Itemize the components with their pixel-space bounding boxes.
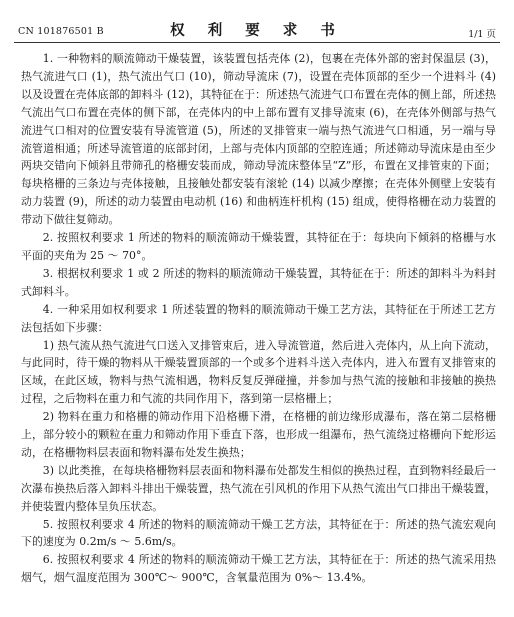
claim-4-step-1: 1) 热气流从热气流进气口送入叉排管束后，进入导流管道，然后进入壳体内，从上向下流动，与此同时，待干燥的物料从干燥装置顶部的一个或多个进料斗送入壳体内，进入布置有叉排管束的区域，在此区域，物料与热气流相遇，物料反复反弹碰撞，并参加与热气流的接触和非接触的换热过程，之后物料在重力和气流的共同作用下，落到第一层格栅上； xyxy=(21,338,496,406)
section-title: 权 利 要 求 书 xyxy=(170,22,344,39)
patent-number: CN 101876501 B xyxy=(18,26,104,37)
claim-3: 3. 根据权利要求 1 或 2 所述的物料的顺流筛动干燥装置，其特征在于：所述的卸料斗为料封式卸料斗。 xyxy=(21,266,496,298)
claim-4-step-3: 3) 以此类推，在每块格栅物料层表面和物料瀑布处都发生相似的换热过程，直到物料经最后一次瀑布换热后落入卸料斗排出干燥装置，热气流在引风机的作用下从热气流出气口排出干燥装置，并使装置内整体呈负压状态。 xyxy=(21,463,496,513)
claims-body xyxy=(21,50,496,587)
claim-4-step-2: 2) 物料在重力和格栅的筛动作用下沿格栅下滑，在格栅的前边缘形成瀑布，落在第二层格栅上，部分较小的颗粒在重力和筛动作用下垂直下落，也形成一组瀑布，热气流绕过格栅向下蛇形运动，在格栅物料层表面和物料瀑布处发生换热； xyxy=(21,410,496,459)
header-divider xyxy=(14,42,500,43)
claim-4: 4. 一种采用如权利要求 1 所述装置的物料的顺流筛动干燥工艺方法，其特征在于所述工艺方法包括如下步骤： xyxy=(21,302,496,334)
claim-2: 2. 按照权利要求 1 所述的物料的顺流筛动干燥装置，其特征在于：每块向下倾斜的格栅与水平面的夹角为 25 ～ 70°。 xyxy=(21,231,496,262)
claim-1: 1. 一种物料的顺流筛动干燥装置，该装置包括壳体 (2)，包裹在壳体外部的密封保温层 (3)，热气流进气口 (1)，热气流出气口 (10)，筛动导流床 (7)，设置在壳体顶部的至少一个进料斗 (4) 以及设置在壳体底部的卸料斗 (12)，其特征在于：所述热气流进气口布置在壳体的侧上部，所述热气流出气口布置在壳体的侧下部，在壳体内的中上部布置有叉排导流束 (6)，在壳体外侧部与热气流进气口相对的位置安装有导流管道 (5)，所述的叉排管束一端与热气流进气口相通，另一端与导流管道相通；所述导流管道的底部封闭，上部与壳体内顶部的空腔连通；所述筛动导流床是由至少两块交错向下倾斜且带筛孔的格栅安装而成，筛动导流床整体呈“Z”形，布置在叉排管束的下面；每块格栅的三条边与壳体接触，且接触处都安装有滚轮 (14) 以减少摩擦；在壳体外侧壁上安装有动力装置 (9)，所述的动力装置由电动机 (16) 和曲柄连杆机构 (15) 组成，使得格栅在动力装置的带动下做往复筛动。 xyxy=(21,52,496,227)
page-indicator: 1/1 页 xyxy=(468,29,496,40)
claim-6: 6. 按照权利要求 4 所述的物料的顺流筛动干燥工艺方法，其特征在于：所述的热气流采用热烟气，烟气温度范围为 300℃～ 900℃，含氧量范围为 0%～ 13.4%。 xyxy=(21,553,496,585)
claim-5: 5. 按照权利要求 4 所述的物料的顺流筛动干燥工艺方法，其特征在于：所述的热气流宏观向下的速度为 0.2m/s ～ 5.6m/s。 xyxy=(21,517,496,549)
page-header xyxy=(18,8,496,44)
